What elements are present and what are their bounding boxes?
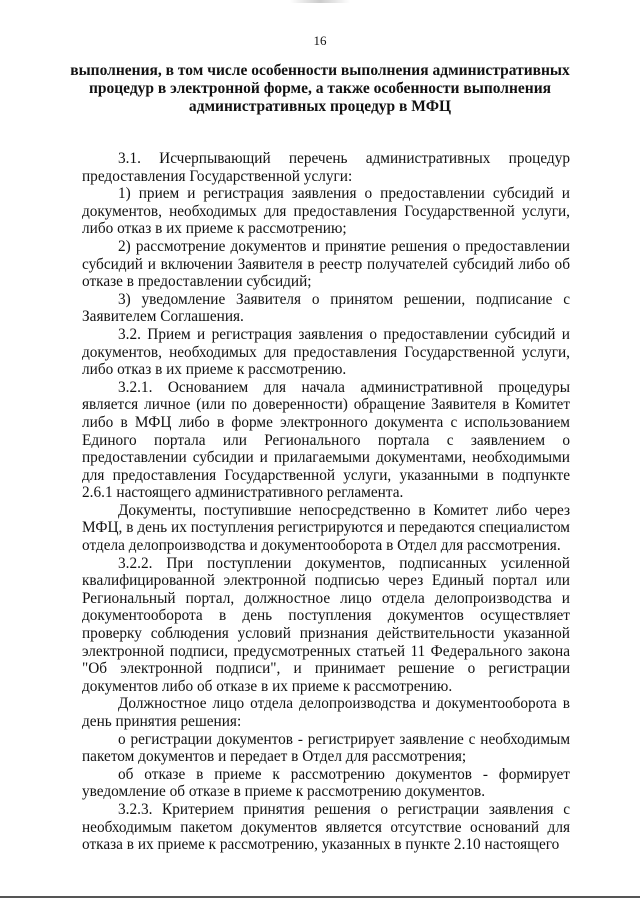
paragraph: 3.2.3. Критерием принятия решения о регистрации заявления с необходимым пакетом документов является отсутствие оснований для отказа в их приеме к рассмотрению, указанных в пункте 2.10 настоящего [82,800,570,854]
list-item: о регистрации документов - регистрирует заявление с необходимым пакетом документов и передает в Отдел для рассмотрения; [82,730,570,766]
scan-artifact [290,0,350,3]
paragraph: 3.1. Исчерпывающий перечень административных процедур предоставления Государственной услуги: [82,150,570,185]
paragraph: 3.2.2. При поступлении документов, подписанных усиленной квалифицированной электронной подписью через Единый портал или Региональный портал, должностное лицо отдела делопроизводства и документооборота в день поступления документов осуществляет проверку соблюдения условий признания действительности указанной электронной подписи, предусмотренных статьей 11 Федерального закона "Об электронной подписи", и принимает решение о регистрации документов либо об отказе в их приеме к рассмотрению. [82,554,570,695]
paragraph: 3.2.1. Основанием для начала административной процедуры является личное (или по доверенности) обращение Заявителя в Комитет либо в МФЦ либо в форме электронного документа с использованием Единого портала или Регионального портала с заявлением о предоставлении субсидии и прилагаемыми документами, необходимыми для предоставления Государственной услуги, указанными в подпункте 2.6.1 настоящего административного регламента. [82,378,570,502]
list-item: 2) рассмотрение документов и принятие решения о предоставлении субсидий и включении Заявителя в реестр получателей субсидий либо об отказе в предоставлении субсидий; [82,237,570,291]
section-heading: выполнения, в том числе особенности выполнения административных процедур в электронной форме, а также особенности выполнения административных процедур в МФЦ [70,62,570,115]
page-number: 16 [313,33,327,48]
document-body [82,150,570,854]
paragraph: Документы, поступившие непосредственно в Комитет либо через МФЦ, в день их поступления регистрируются и передаются специалистом отдела делопроизводства и документооборота в Отдел для рассмотрения. [82,501,570,555]
list-item: 1) прием и регистрация заявления о предоставлении субсидий и документов, необходимых для предоставления Государственной услуги, либо отказ в их приеме к рассмотрению; [82,185,570,238]
paragraph: Должностное лицо отдела делопроизводства и документооборота в день принятия решения: [82,695,570,730]
list-item: об отказе в приеме к рассмотрению документов - формирует уведомление об отказе в приеме к рассмотрению документов. [82,765,570,801]
paragraph: 3.2. Прием и регистрация заявления о предоставлении субсидий и документов, необходимых для предоставления Государственной услуги, либо отказ в их приеме к рассмотрению. [82,325,570,379]
bottom-rule [0,896,640,898]
list-item: 3) уведомление Заявителя о принятом решении, подписание с Заявителем Соглашения. [82,290,570,326]
